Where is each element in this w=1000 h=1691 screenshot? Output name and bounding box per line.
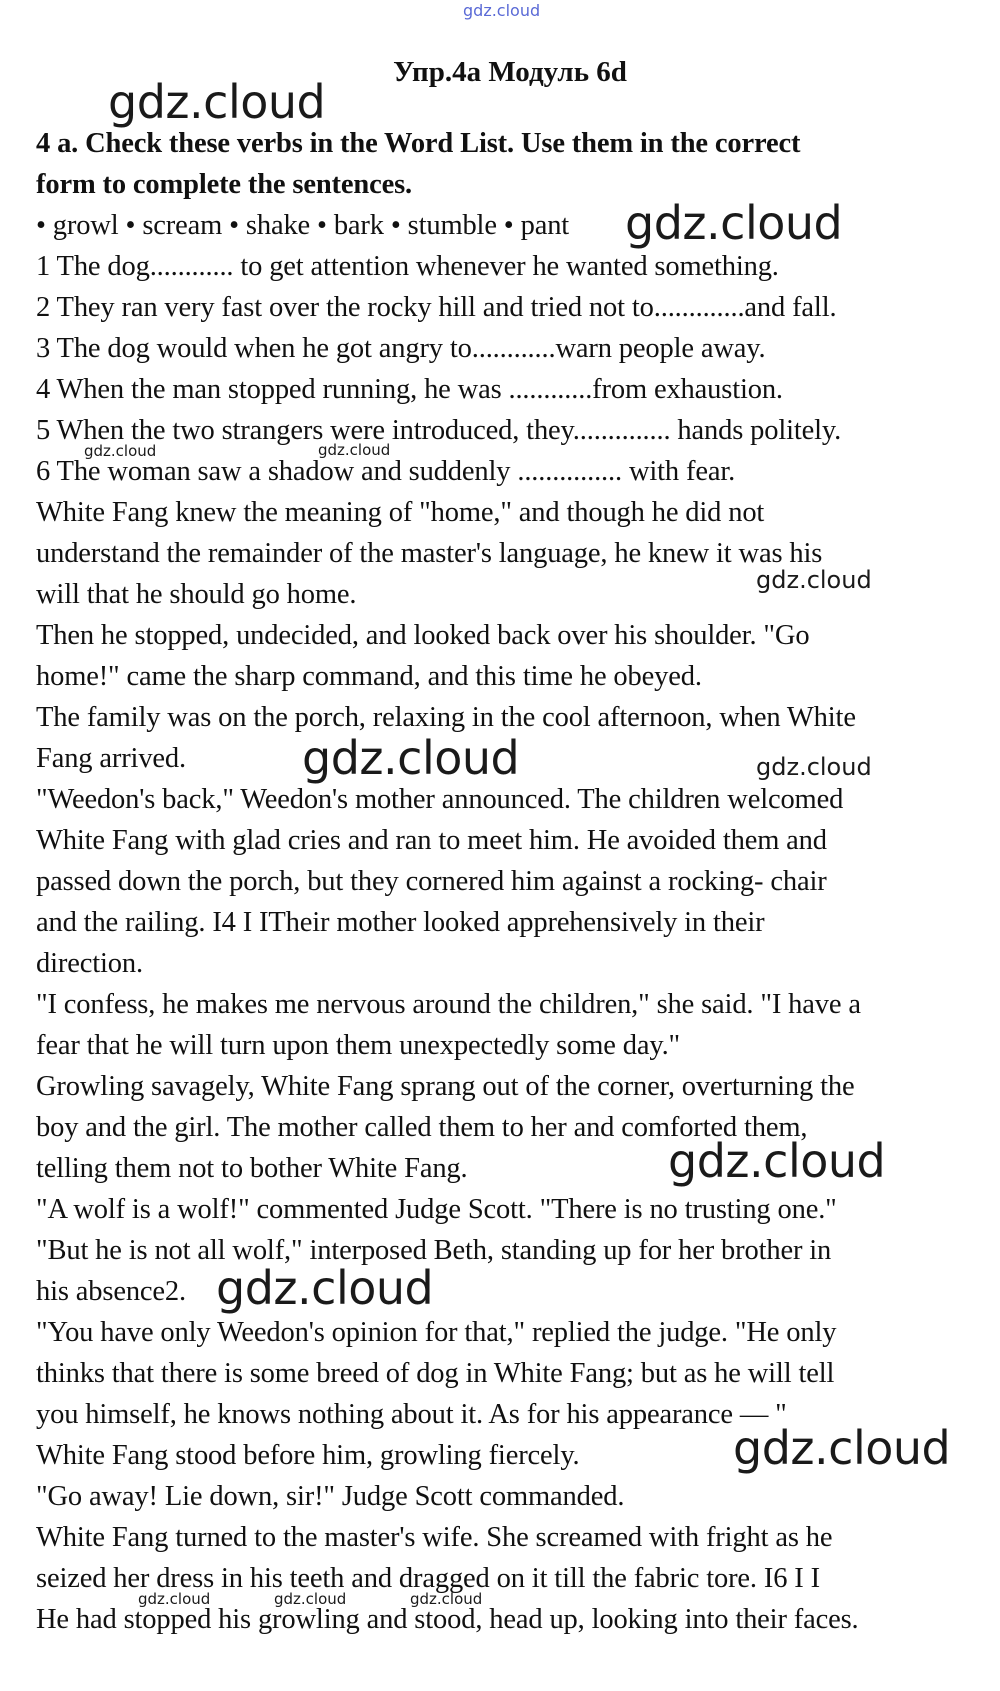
text-line: thinks that there is some breed of dog in White Fang; but as he will tell xyxy=(36,1358,835,1389)
sentence-3: 3 The dog would when he got angry to............warn people away. xyxy=(36,333,766,364)
text-line: telling them not to bother White Fang. xyxy=(36,1153,468,1184)
task-instruction-line-1: 4 a. Check these verbs in the Word List. Use them in the correct xyxy=(36,128,801,159)
text-line: boy and the girl. The mother called them to her and comforted them, xyxy=(36,1112,808,1143)
text-line: direction. xyxy=(36,948,143,979)
watermark: gdz.cloud xyxy=(410,1590,483,1608)
text-line: will that he should go home. xyxy=(36,579,357,610)
watermark: gdz.cloud xyxy=(625,196,843,250)
watermark-top: gdz.cloud xyxy=(463,1,541,20)
text-line: Growling savagely, White Fang sprang out of the corner, overturning the xyxy=(36,1071,855,1102)
text-line: understand the remainder of the master's language, he knew it was his xyxy=(36,538,823,569)
watermark: gdz.cloud xyxy=(108,75,326,129)
text-line: The family was on the porch, relaxing in the cool afternoon, when White xyxy=(36,702,856,733)
task-instruction-line-2: form to complete the sentences. xyxy=(36,169,413,200)
text-line: White Fang with glad cries and ran to meet him. He avoided them and xyxy=(36,825,827,856)
text-line: He had stopped his growling and stood, head up, looking into their faces. xyxy=(36,1604,859,1635)
watermark: gdz.cloud xyxy=(668,1134,886,1188)
text-line: Then he stopped, undecided, and looked back over his shoulder. "Go xyxy=(36,620,810,651)
text-line: White Fang turned to the master's wife. She screamed with fright as he xyxy=(36,1522,833,1553)
text-line: you himself, he knows nothing about it. As for his appearance — " xyxy=(36,1399,787,1430)
verb-list: • growl • scream • shake • bark • stumble • pant xyxy=(36,210,570,241)
text-line: passed down the porch, but they cornered him against a rocking- chair xyxy=(36,866,827,897)
watermark: gdz.cloud xyxy=(216,1261,434,1315)
text-line: "But he is not all wolf," interposed Beth, standing up for her brother in xyxy=(36,1235,832,1266)
watermark: gdz.cloud xyxy=(84,442,157,460)
text-line: Fang arrived. xyxy=(36,743,186,774)
sentence-1: 1 The dog............ to get attention whenever he wanted something. xyxy=(36,251,779,282)
text-line: "I confess, he makes me nervous around the children," she said. "I have a xyxy=(36,989,861,1020)
watermark: gdz.cloud xyxy=(318,441,391,459)
watermark: gdz.cloud xyxy=(756,753,872,781)
sentence-4: 4 When the man stopped running, he was ............from exhaustion. xyxy=(36,374,783,405)
text-line: "Weedon's back," Weedon's mother announced. The children welcomed xyxy=(36,784,844,815)
watermark: gdz.cloud xyxy=(302,731,520,785)
sentence-2: 2 They ran very fast over the rocky hill and tried not to.............and fall. xyxy=(36,292,837,323)
text-line: fear that he will turn upon them unexpectedly some day." xyxy=(36,1030,681,1061)
sentence-5: 5 When the two strangers were introduced, they.............. hands politely. xyxy=(36,415,842,446)
watermark: gdz.cloud xyxy=(733,1421,951,1475)
exercise-title: Упр.4а Модуль 6d xyxy=(393,56,627,88)
sentence-6: 6 The woman saw a shadow and suddenly ............... with fear. xyxy=(36,456,736,487)
text-line: "You have only Weedon's opinion for that," replied the judge. "He only xyxy=(36,1317,837,1348)
text-line: "A wolf is a wolf!" commented Judge Scott. "There is no trusting one." xyxy=(36,1194,837,1225)
text-line: White Fang knew the meaning of "home," and though he did not xyxy=(36,497,765,528)
text-line: and the railing. I4 I IThe​ir mother looked apprehensively in their xyxy=(36,907,765,938)
text-line: White Fang stood before him, growling fiercely. xyxy=(36,1440,580,1471)
text-line: home!" came the sharp command, and this time he obeyed. xyxy=(36,661,702,692)
text-line: "Go away! Lie down, sir!" Judge Scott commanded. xyxy=(36,1481,625,1512)
text-line: seized her dress in his teeth and dragged on it till the fabric tore. I6 I I xyxy=(36,1563,820,1594)
watermark: gdz.cloud xyxy=(274,1590,347,1608)
text-line: his absence2. xyxy=(36,1276,186,1307)
watermark: gdz.cloud xyxy=(756,566,872,594)
watermark: gdz.cloud xyxy=(138,1590,211,1608)
